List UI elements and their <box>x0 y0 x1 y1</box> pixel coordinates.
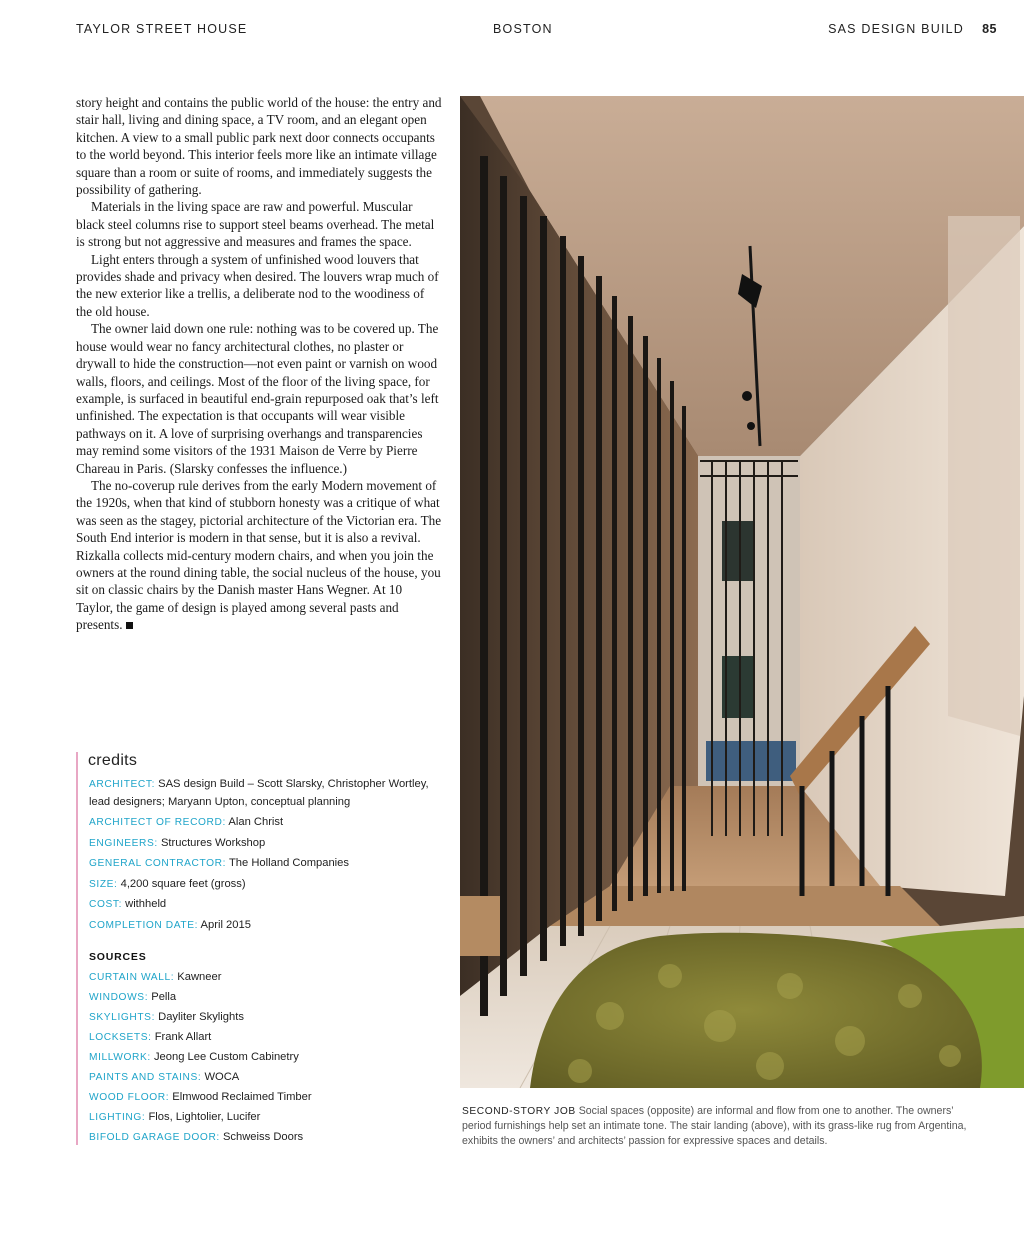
credit-key: GENERAL CONTRACTOR: <box>89 858 227 869</box>
stair-landing-photo <box>460 96 1024 1088</box>
source-item <box>89 1089 439 1106</box>
credit-value: withheld <box>125 898 167 910</box>
header-firm: SAS DESIGN BUILD <box>828 22 964 36</box>
end-mark-icon <box>126 622 133 629</box>
source-value: Dayliter Skylights <box>158 1011 244 1023</box>
article-paragraph: story height and contains the public world of the house: the entry and stair hall, living and dining space, a TV room, and an elegant open kitchen. A view to a small public park next door connects occupants to the world beyond. This interior feels more like an intimate village square than a room or suite of rooms, and immediately suggests the possibility of gathering. <box>76 95 442 198</box>
credits-list <box>89 776 439 1149</box>
source-item <box>89 1109 439 1126</box>
credit-value: Structures Workshop <box>160 836 266 849</box>
source-item <box>89 1009 439 1026</box>
source-value: Schweiss Doors <box>222 1131 304 1143</box>
credits-box <box>76 752 448 1145</box>
header-section-title: TAYLOR STREET HOUSE <box>76 22 248 36</box>
credits-title: credits <box>88 752 138 769</box>
source-item <box>89 1029 439 1046</box>
source-key: BIFOLD GARAGE DOOR: <box>89 1132 220 1143</box>
caption-text: Social spaces (opposite) are informal and flow from one to another. The owners’ period furnishings help set an intimate tone. The stair landing (above), with its grass-like rug from Argentina, exhibits the owners’ and architects’ passion for expressive spaces and details. <box>462 1105 967 1147</box>
credit-item <box>89 896 439 914</box>
credit-item <box>89 776 439 811</box>
article-paragraph: The owner laid down one rule: nothing was to be covered up. The house would wear no fancy architectural clothes, no plaster or drywall to hide the construction—not even paint or varnish on wood walls, floors, and ceilings. Most of the floor of the living space, for example, is surfaced in beautiful end-grain repurposed oak that’s left unfinished. The expectation is that occupants will wear visible pathways on it. A love of surprising overhangs and transparencies may remind some visitors of the 1931 Maison de Verre by Pierre Chareau in Paris. (Slarsky confesses the influence.) <box>76 321 439 476</box>
source-item <box>89 989 439 1006</box>
photo-caption <box>462 1104 982 1148</box>
source-value: WOCA <box>204 1071 240 1083</box>
credit-item <box>89 855 439 873</box>
source-value: Frank Allart <box>154 1031 212 1043</box>
source-value: Kawneer <box>177 971 222 983</box>
credit-key: ARCHITECT OF RECORD: <box>89 817 226 828</box>
source-key: WINDOWS: <box>89 992 149 1003</box>
article-body <box>76 94 442 634</box>
article-paragraph-text: The no-coverup rule derives from the early Modern movement of the 1920s, when that kind of stubborn honesty was a critique of what was seen as the stagey, pictorial architecture of the Victorian era. The South End interior is modern in that sense, but it is also a revival. Rizkalla collects mid-century modern chairs, and when you join the owners at the round dining table, the social nucleus of the house, you sit on classic chairs by the Danish master Hans Wegner. At 10 Taylor, the game of design is played among several pasts and presents. <box>76 477 442 633</box>
page-number: 85 <box>982 22 997 36</box>
source-value: Flos, Lightolier, Lucifer <box>148 1111 261 1123</box>
credit-value: Alan Christ <box>228 816 284 828</box>
article-paragraph: Materials in the living space are raw and powerful. Muscular black steel columns rise to support steel beams overhead. The metal is strong but not aggressive and measures and frames the space. <box>76 199 435 250</box>
credit-item <box>89 917 439 935</box>
source-key: LOCKSETS: <box>89 1032 152 1043</box>
source-key: MILLWORK: <box>89 1052 151 1063</box>
credit-item <box>89 835 439 853</box>
credit-key: ENGINEERS: <box>89 837 158 849</box>
source-value: Jeong Lee Custom Cabinetry <box>153 1051 299 1063</box>
credit-key: COST: <box>89 899 122 910</box>
source-value: Elmwood Reclaimed Timber <box>172 1091 312 1103</box>
credit-value: 4,200 square feet (gross) <box>120 877 246 890</box>
caption-heading: SECOND-STORY JOB <box>462 1106 576 1117</box>
sources-heading: SOURCES <box>89 951 147 963</box>
article-paragraph: Light enters through a system of unfinished wood louvers that provides shade and privacy when desired. The louvers wrap much of the new exterior like a trellis, a deliberate nod to the woodiness of the old house. <box>76 251 439 319</box>
credit-key: ARCHITECT: <box>89 779 155 790</box>
source-item <box>89 1129 439 1146</box>
source-key: CURTAIN WALL: <box>89 972 175 983</box>
header-location: BOSTON <box>493 22 553 36</box>
credit-value: SAS design Build – Scott Slarsky, Christopher Wortley, lead designers; Maryann Upton, conceptual planning <box>89 778 429 808</box>
source-key: SKYLIGHTS: <box>89 1012 156 1023</box>
stair-landing-illustration <box>460 96 1024 1088</box>
source-item <box>89 1049 439 1066</box>
article-last-paragraph <box>76 477 442 634</box>
credit-value: April 2015 <box>200 918 251 931</box>
credit-item <box>89 876 439 894</box>
source-key: WOOD FLOOR: <box>89 1092 170 1103</box>
source-key: LIGHTING: <box>89 1112 146 1123</box>
source-key: PAINTS AND STAINS: <box>89 1072 202 1083</box>
source-value: Pella <box>151 991 177 1003</box>
credit-item <box>89 814 439 832</box>
running-head <box>0 22 1024 40</box>
credit-key: COMPLETION DATE: <box>89 919 199 931</box>
source-item <box>89 969 439 986</box>
credit-key: SIZE: <box>89 878 118 890</box>
credit-value: The Holland Companies <box>228 857 349 869</box>
source-item <box>89 1069 439 1086</box>
